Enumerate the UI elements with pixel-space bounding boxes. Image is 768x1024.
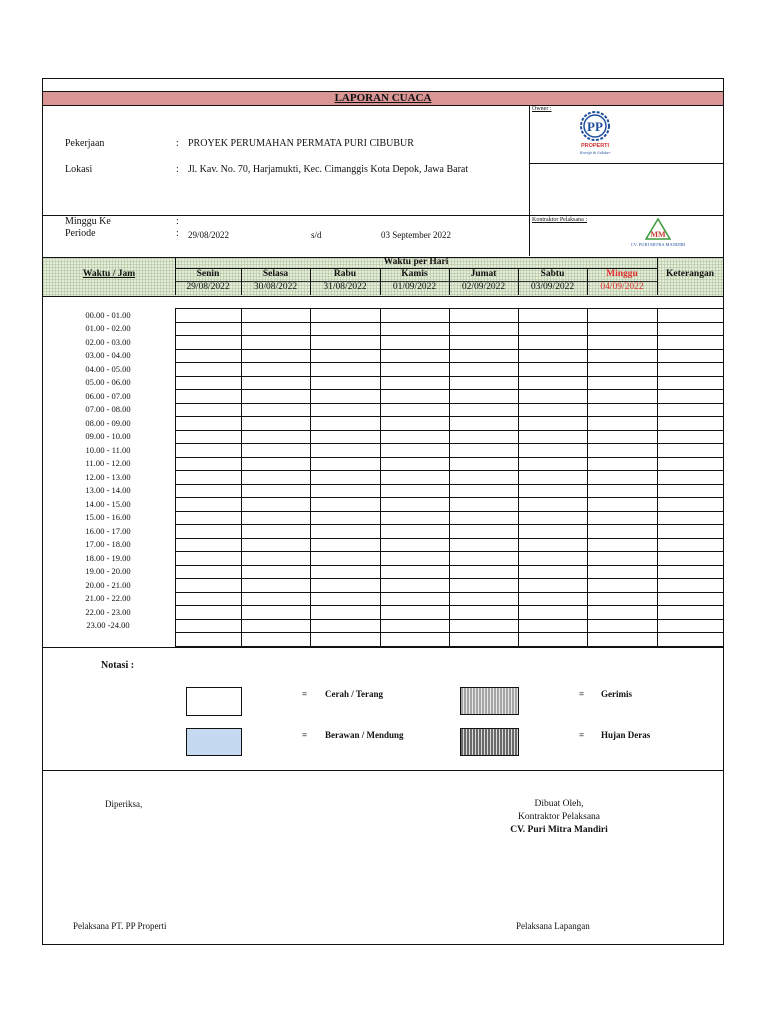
weather-cell[interactable]	[381, 525, 449, 538]
keterangan-cell[interactable]	[658, 539, 723, 552]
weather-cell[interactable]	[242, 350, 310, 363]
keterangan-cell[interactable]	[658, 485, 723, 498]
periode-end: 03 September 2022	[381, 230, 451, 240]
weather-cell[interactable]	[311, 512, 380, 525]
weather-cell[interactable]	[311, 404, 380, 417]
keterangan-cell[interactable]	[658, 323, 723, 336]
weather-cell[interactable]	[588, 606, 657, 619]
lokasi-colon: :	[176, 164, 179, 175]
legend-hujan-label: Hujan Deras	[601, 730, 651, 740]
weather-cell[interactable]	[519, 485, 587, 498]
weather-cell[interactable]	[450, 606, 518, 619]
pp-logo-text: PP	[587, 119, 603, 134]
weather-cell[interactable]	[450, 404, 518, 417]
weather-cell[interactable]	[311, 471, 380, 484]
weather-cell[interactable]	[176, 471, 241, 484]
legend-cerah-label: Cerah / Terang	[325, 689, 384, 699]
weather-cell[interactable]	[519, 606, 587, 619]
weather-cell[interactable]	[176, 390, 241, 403]
keterangan-cell[interactable]	[658, 552, 723, 565]
weather-cell[interactable]	[311, 417, 380, 430]
weather-cell[interactable]	[381, 498, 449, 511]
notasi-label: Notasi :	[101, 660, 135, 671]
pekerjaan-label: Pekerjaan	[65, 138, 105, 149]
weather-cell[interactable]	[588, 350, 657, 363]
weather-cell[interactable]	[176, 458, 241, 471]
weather-cell[interactable]	[176, 323, 241, 336]
day-date-kamis: 01/09/2022	[392, 282, 437, 292]
legend-hujan-equals: =	[579, 730, 585, 740]
weather-cell[interactable]	[381, 485, 449, 498]
weather-cell[interactable]	[176, 525, 241, 538]
weather-cell[interactable]	[450, 539, 518, 552]
header-column-line	[587, 268, 588, 295]
header-column-line	[449, 268, 450, 295]
weather-cell[interactable]	[311, 458, 380, 471]
time-slot-label: 11.00 - 12.00	[85, 458, 131, 468]
time-slot-label: 14.00 - 15.00	[85, 498, 131, 509]
minggu-colon: :	[176, 216, 179, 227]
time-slot-label: 13.00 - 14.00	[85, 485, 131, 495]
left-signer-label: Pelaksana PT. PP Properti	[73, 921, 167, 931]
keterangan-cell[interactable]	[658, 350, 723, 363]
weather-cell[interactable]	[519, 431, 587, 444]
weather-cell[interactable]	[242, 593, 310, 606]
weather-cell[interactable]	[311, 539, 380, 552]
weather-cell[interactable]	[450, 431, 518, 444]
day-date-senin: 29/08/2022	[186, 282, 230, 292]
keterangan-cell[interactable]	[658, 498, 723, 511]
weather-cell[interactable]	[242, 525, 310, 538]
weather-cell[interactable]	[242, 498, 310, 511]
weather-cell[interactable]	[311, 444, 380, 457]
weather-cell[interactable]	[588, 512, 657, 525]
weather-cell[interactable]	[450, 377, 518, 390]
weather-cell[interactable]	[176, 606, 241, 619]
weather-cell[interactable]	[381, 512, 449, 525]
weather-cell[interactable]	[588, 593, 657, 606]
weather-cell[interactable]	[519, 593, 587, 606]
weather-cell[interactable]	[242, 566, 310, 579]
lokasi-label: Lokasi	[65, 164, 93, 175]
contractor-divider	[529, 215, 723, 216]
weather-cell[interactable]	[242, 323, 310, 336]
weather-cell[interactable]	[381, 417, 449, 430]
kontraktor-label: Kontraktor Pelaksana	[517, 812, 601, 822]
weather-cell[interactable]	[588, 417, 657, 430]
weather-cell[interactable]	[588, 336, 657, 349]
weather-cell[interactable]	[519, 390, 587, 403]
weather-cell[interactable]	[381, 552, 449, 565]
time-slot-label: 15.00 - 16.00	[85, 512, 131, 522]
weather-cell[interactable]	[242, 431, 310, 444]
weather-cell[interactable]	[381, 566, 449, 579]
weather-cell[interactable]	[242, 512, 310, 525]
legend-cerah-swatch	[186, 687, 242, 716]
time-slot-label: 03.00 - 04.00	[85, 350, 131, 360]
weather-cell[interactable]	[450, 593, 518, 606]
weather-cell[interactable]	[242, 363, 310, 376]
weather-cell[interactable]	[242, 417, 310, 430]
time-slot-label: 22.00 - 23.00	[85, 606, 131, 617]
pp-logo-tagline: Energi di Sekitar	[579, 151, 611, 155]
pekerjaan-value: PROYEK PERUMAHAN PERMATA PURI CIBUBUR	[188, 138, 414, 149]
weather-cell[interactable]	[311, 498, 380, 511]
keterangan-cell[interactable]	[658, 471, 723, 484]
weather-cell[interactable]	[381, 579, 449, 592]
report-title: LAPORAN CUACA	[43, 91, 723, 106]
day-name-selasa: Selasa	[262, 269, 289, 279]
legend-berawan-equals: =	[302, 730, 308, 740]
weather-cell[interactable]	[176, 350, 241, 363]
right-signer-label: Pelaksana Lapangan	[516, 921, 590, 931]
time-slot-label: 02.00 - 03.00	[85, 336, 131, 347]
weather-cell[interactable]	[588, 552, 657, 565]
weather-cell[interactable]	[519, 512, 587, 525]
weather-cell[interactable]	[450, 323, 518, 336]
weather-cell[interactable]	[450, 444, 518, 457]
weather-cell[interactable]	[176, 485, 241, 498]
weather-cell[interactable]	[242, 377, 310, 390]
weather-cell[interactable]	[311, 336, 380, 349]
owner-divider	[529, 163, 723, 164]
weather-cell[interactable]	[242, 309, 310, 322]
keterangan-header: Keterangan	[665, 269, 715, 279]
header-column-line	[175, 257, 176, 295]
weather-cell[interactable]	[519, 336, 587, 349]
weather-cell[interactable]	[450, 620, 518, 633]
header-column-line	[518, 268, 519, 295]
weather-cell[interactable]	[519, 471, 587, 484]
weather-cell[interactable]	[242, 471, 310, 484]
weather-cell[interactable]	[588, 485, 657, 498]
time-slot-label: 08.00 - 09.00	[85, 417, 131, 428]
signature-top-border	[43, 770, 723, 771]
weather-cell[interactable]	[450, 579, 518, 592]
legend-berawan-swatch	[186, 728, 242, 756]
weather-cell[interactable]	[519, 417, 587, 430]
weather-cell[interactable]	[242, 579, 310, 592]
header-column-line	[241, 268, 242, 295]
periode-start: 29/08/2022	[188, 230, 230, 240]
weather-cell[interactable]	[311, 309, 380, 322]
time-slot-label: 16.00 - 17.00	[85, 525, 131, 536]
time-slot-label: 01.00 - 02.00	[85, 323, 131, 333]
weather-cell[interactable]	[588, 566, 657, 579]
legend-hujan-swatch	[460, 728, 519, 756]
day-date-selasa: 30/08/2022	[253, 282, 298, 292]
weather-cell[interactable]	[450, 350, 518, 363]
weather-cell[interactable]	[311, 593, 380, 606]
day-name-rabu: Rabu	[333, 269, 357, 279]
weather-cell[interactable]	[450, 336, 518, 349]
weather-cell[interactable]	[176, 498, 241, 511]
header-column-line	[310, 268, 311, 295]
puri-mitra-mandiri-logo	[621, 217, 695, 249]
owner-label: Owner :	[532, 106, 552, 112]
weather-cell[interactable]	[381, 377, 449, 390]
weather-cell[interactable]	[176, 377, 241, 390]
keterangan-cell[interactable]	[658, 363, 723, 376]
weather-cell[interactable]	[519, 579, 587, 592]
weather-cell[interactable]	[242, 539, 310, 552]
keterangan-cell[interactable]	[658, 444, 723, 457]
keterangan-cell[interactable]	[658, 512, 723, 525]
weather-cell[interactable]	[588, 444, 657, 457]
weather-cell[interactable]	[519, 404, 587, 417]
day-name-sabtu: Sabtu	[540, 269, 565, 279]
weather-cell[interactable]	[519, 525, 587, 538]
weather-cell[interactable]	[176, 566, 241, 579]
weather-cell[interactable]	[176, 593, 241, 606]
time-slot-label: 07.00 - 08.00	[85, 404, 131, 414]
weather-cell[interactable]	[381, 593, 449, 606]
signature-block-right	[449, 798, 669, 837]
weather-cell[interactable]	[588, 390, 657, 403]
weather-cell[interactable]	[381, 404, 449, 417]
weather-cell[interactable]	[450, 485, 518, 498]
weather-cell[interactable]	[519, 458, 587, 471]
periode-label: Periode	[65, 228, 96, 239]
weather-cell[interactable]	[450, 512, 518, 525]
waktu-jam-header: Waktu / Jam	[82, 269, 136, 279]
keterangan-cell[interactable]	[658, 593, 723, 606]
weather-cell[interactable]	[450, 498, 518, 511]
weather-cell[interactable]	[381, 620, 449, 633]
keterangan-cell[interactable]	[658, 390, 723, 403]
weather-cell[interactable]	[176, 363, 241, 376]
keterangan-cell[interactable]	[658, 620, 723, 633]
weather-cell[interactable]	[381, 458, 449, 471]
time-slot-label: 09.00 - 10.00	[85, 431, 131, 441]
time-slot-label: 20.00 - 21.00	[85, 579, 131, 590]
weather-cell[interactable]	[176, 417, 241, 430]
keterangan-cell[interactable]	[658, 458, 723, 471]
day-date-rabu: 31/08/2022	[323, 282, 367, 292]
weather-cell[interactable]	[381, 444, 449, 457]
weather-cell[interactable]	[311, 431, 380, 444]
keterangan-cell[interactable]	[658, 566, 723, 579]
diperiksa-label: Diperiksa,	[105, 799, 143, 809]
pp-properti-logo	[573, 109, 633, 159]
weather-cell[interactable]	[519, 498, 587, 511]
weather-cell[interactable]	[450, 309, 518, 322]
weather-cell[interactable]	[311, 620, 380, 633]
weather-cell[interactable]	[242, 458, 310, 471]
weather-cell[interactable]	[588, 579, 657, 592]
weather-cell[interactable]	[381, 431, 449, 444]
header-column-line	[657, 257, 658, 295]
weather-cell[interactable]	[311, 363, 380, 376]
day-date-jumat: 02/09/2022	[461, 282, 506, 292]
time-slot-label: 04.00 - 05.00	[85, 363, 131, 374]
weather-cell[interactable]	[242, 390, 310, 403]
weather-cell[interactable]	[381, 390, 449, 403]
weather-cell[interactable]	[519, 566, 587, 579]
waktu-per-hari-header: Waktu per Hari	[383, 257, 449, 267]
contractor-label: Kontraktor Pelaksana :	[532, 217, 587, 223]
weather-cell[interactable]	[450, 525, 518, 538]
legend-cerah-equals: =	[302, 689, 308, 699]
weather-cell[interactable]	[381, 323, 449, 336]
legend-berawan-label: Berawan / Mendung	[325, 730, 404, 740]
weather-cell[interactable]	[381, 471, 449, 484]
keterangan-cell[interactable]	[658, 579, 723, 592]
weather-cell[interactable]	[519, 309, 587, 322]
day-name-kamis: Kamis	[401, 269, 428, 279]
day-name-minggu: Minggu	[606, 269, 638, 279]
weather-cell[interactable]	[519, 377, 587, 390]
weather-cell[interactable]	[381, 336, 449, 349]
info-divider	[529, 105, 530, 256]
dibuat-oleh-label: Dibuat Oleh,	[534, 799, 584, 809]
weather-cell[interactable]	[311, 350, 380, 363]
weather-cell[interactable]	[176, 444, 241, 457]
weather-cell[interactable]	[242, 444, 310, 457]
weather-cell[interactable]	[176, 512, 241, 525]
weather-cell[interactable]	[381, 350, 449, 363]
legend-gerimis-label: Gerimis	[601, 689, 632, 699]
time-slot-label: 17.00 - 18.00	[85, 539, 131, 549]
company-name: CV. Puri Mitra Mandiri	[510, 825, 608, 835]
keterangan-cell[interactable]	[658, 377, 723, 390]
weather-cell[interactable]	[176, 539, 241, 552]
weather-report-sheet	[42, 78, 724, 945]
weather-cell[interactable]	[381, 309, 449, 322]
pekerjaan-colon: :	[176, 138, 179, 149]
keterangan-cell[interactable]	[658, 417, 723, 430]
weather-cell[interactable]	[176, 404, 241, 417]
mm-logo-text: MM	[650, 230, 666, 239]
weather-cell[interactable]	[242, 404, 310, 417]
weather-cell[interactable]	[450, 471, 518, 484]
time-slot-label: 19.00 - 20.00	[85, 566, 131, 576]
minggu-label: Minggu Ke	[65, 216, 111, 227]
time-slot-label: 10.00 - 11.00	[85, 444, 131, 455]
weather-cell[interactable]	[242, 336, 310, 349]
time-slot-label: 12.00 - 13.00	[85, 471, 131, 482]
legend-gerimis-equals: =	[579, 689, 585, 699]
weather-cell[interactable]	[450, 552, 518, 565]
periode-sd: s/d	[311, 230, 322, 240]
weather-cell[interactable]	[311, 552, 380, 565]
weather-cell[interactable]	[311, 606, 380, 619]
weather-cell[interactable]	[588, 471, 657, 484]
weather-cell[interactable]	[519, 539, 587, 552]
weather-cell[interactable]	[242, 620, 310, 633]
weather-cell[interactable]	[588, 525, 657, 538]
weather-cell[interactable]	[242, 606, 310, 619]
weather-cell[interactable]	[588, 539, 657, 552]
weather-cell[interactable]	[519, 363, 587, 376]
weather-cell[interactable]	[311, 323, 380, 336]
weather-cell[interactable]	[311, 579, 380, 592]
header-column-line	[380, 268, 381, 295]
weather-cell[interactable]	[588, 458, 657, 471]
weather-cell[interactable]	[311, 377, 380, 390]
weather-cell[interactable]	[588, 620, 657, 633]
weather-cell[interactable]	[450, 566, 518, 579]
time-slot-label: 00.00 - 01.00	[85, 309, 131, 320]
day-date-minggu: 04/09/2022	[600, 282, 644, 292]
weather-cell[interactable]	[381, 539, 449, 552]
weather-cell[interactable]	[311, 485, 380, 498]
weather-cell[interactable]	[381, 606, 449, 619]
weather-cell[interactable]	[588, 363, 657, 376]
weather-cell[interactable]	[381, 363, 449, 376]
lokasi-value: Jl. Kav. No. 70, Harjamukti, Kec. Cimanggis Kota Depok, Jawa Barat	[188, 164, 469, 175]
weather-cell[interactable]	[176, 309, 241, 322]
keterangan-cell[interactable]	[658, 525, 723, 538]
periode-divider	[43, 215, 529, 216]
weather-cell[interactable]	[450, 390, 518, 403]
weather-cell[interactable]	[588, 404, 657, 417]
weather-cell[interactable]	[450, 363, 518, 376]
notasi-top-border	[43, 647, 723, 648]
weather-cell[interactable]	[588, 431, 657, 444]
weather-cell[interactable]	[176, 336, 241, 349]
weather-cell[interactable]	[450, 458, 518, 471]
weather-cell[interactable]	[311, 390, 380, 403]
time-slot-label: 18.00 - 19.00	[85, 552, 131, 563]
keterangan-cell[interactable]	[658, 606, 723, 619]
weather-cell[interactable]	[519, 444, 587, 457]
keterangan-cell[interactable]	[658, 309, 723, 322]
time-slot-label: 06.00 - 07.00	[85, 390, 131, 401]
weather-cell[interactable]	[519, 350, 587, 363]
weather-cell[interactable]	[176, 552, 241, 565]
day-date-sabtu: 03/09/2022	[530, 282, 575, 292]
weather-cell[interactable]	[588, 377, 657, 390]
keterangan-cell[interactable]	[658, 404, 723, 417]
weather-cell[interactable]	[519, 323, 587, 336]
weather-cell[interactable]	[176, 620, 241, 633]
periode-colon: :	[176, 228, 179, 239]
weather-cell[interactable]	[519, 552, 587, 565]
weather-cell[interactable]	[311, 566, 380, 579]
weather-cell[interactable]	[311, 525, 380, 538]
mm-logo-name: CV. PURI MITRA MANDIRI	[630, 242, 686, 247]
weather-cell[interactable]	[588, 323, 657, 336]
day-name-jumat: Jumat	[470, 269, 497, 279]
weather-cell[interactable]	[176, 431, 241, 444]
time-slot-label: 05.00 - 06.00	[85, 377, 131, 387]
legend-gerimis-swatch	[460, 687, 519, 715]
keterangan-cell[interactable]	[658, 431, 723, 444]
weather-cell[interactable]	[176, 579, 241, 592]
time-slot-label: 21.00 - 22.00	[85, 593, 131, 603]
pp-logo-subtext: PROPERTI	[580, 143, 610, 149]
weather-cell[interactable]	[242, 552, 310, 565]
keterangan-cell[interactable]	[658, 336, 723, 349]
weather-cell[interactable]	[450, 417, 518, 430]
time-slot-label: 23.00 -24.00	[86, 620, 130, 630]
weather-cell[interactable]	[242, 485, 310, 498]
weather-cell[interactable]	[519, 620, 587, 633]
weather-cell[interactable]	[588, 498, 657, 511]
weather-cell[interactable]	[588, 309, 657, 322]
day-name-senin: Senin	[196, 269, 220, 279]
